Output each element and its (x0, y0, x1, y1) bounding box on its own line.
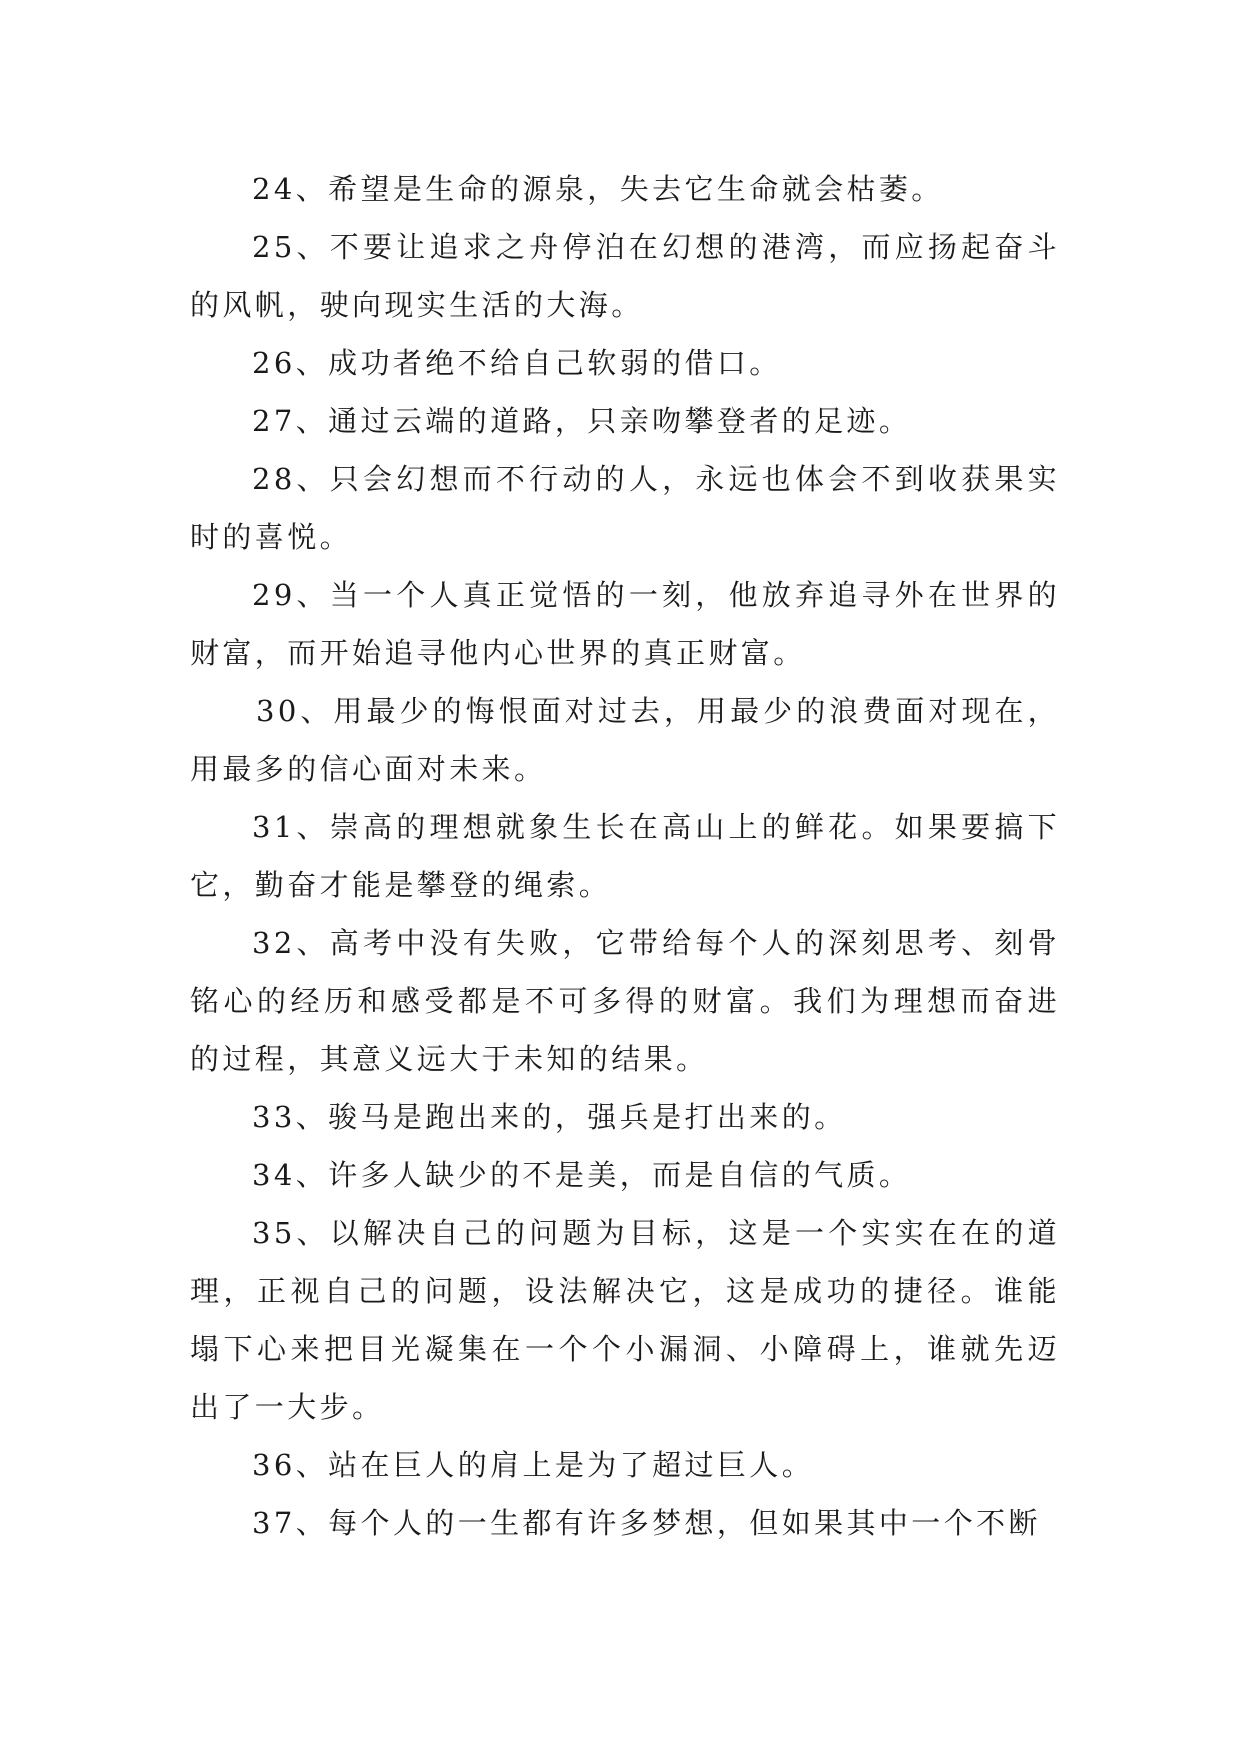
paragraph-32: 32、高考中没有失败，它带给每个人的深刻思考、刻骨铭心的经历和感受都是不可多得的财富。我们为理想而奋进的过程，其意义远大于未知的结果。 (190, 926, 1060, 1076)
paragraph-36: 36、站在巨人的肩上是为了超过巨人。 (252, 1448, 815, 1482)
paragraph-26: 26、成功者绝不给自己软弱的借口。 (252, 346, 782, 380)
paragraph-25: 25、不要让追求之舟停泊在幻想的港湾，而应扬起奋斗的风帆，驶向现实生活的大海。 (190, 230, 1060, 322)
paragraph-35: 35、以解决自己的问题为目标，这是一个实实在在的道理，正视自己的问题，设法解决它，这是成功的捷径。谁能塌下心来把目光凝集在一个个小漏洞、小障碍上，谁就先迈出了一大步。 (190, 1216, 1060, 1424)
paragraph-33: 33、骏马是跑出来的，强兵是打出来的。 (252, 1100, 847, 1134)
paragraph-28: 28、只会幻想而不行动的人，永远也体会不到收获果实时的喜悦。 (190, 462, 1060, 554)
paragraph-30: 30、用最少的悔恨面对过去，用最少的浪费面对现在，用最多的信心面对未来。 (190, 694, 1060, 786)
paragraph-31: 31、崇高的理想就象生长在高山上的鲜花。如果要搞下它，勤奋才能是攀登的绳索。 (190, 810, 1060, 902)
paragraph-24: 24、希望是生命的源泉，失去它生命就会枯萎。 (252, 172, 944, 206)
document-body (190, 160, 1060, 1552)
paragraph-27: 27、通过云端的道路，只亲吻攀登者的足迹。 (252, 404, 912, 438)
paragraph-34: 34、许多人缺少的不是美，而是自信的气质。 (252, 1158, 912, 1192)
paragraph-29: 29、当一个人真正觉悟的一刻，他放弃追寻外在世界的财富，而开始追寻他内心世界的真正财富。 (190, 578, 1060, 670)
paragraph-37: 37、每个人的一生都有许多梦想，但如果其中一个不断 (252, 1506, 1041, 1540)
